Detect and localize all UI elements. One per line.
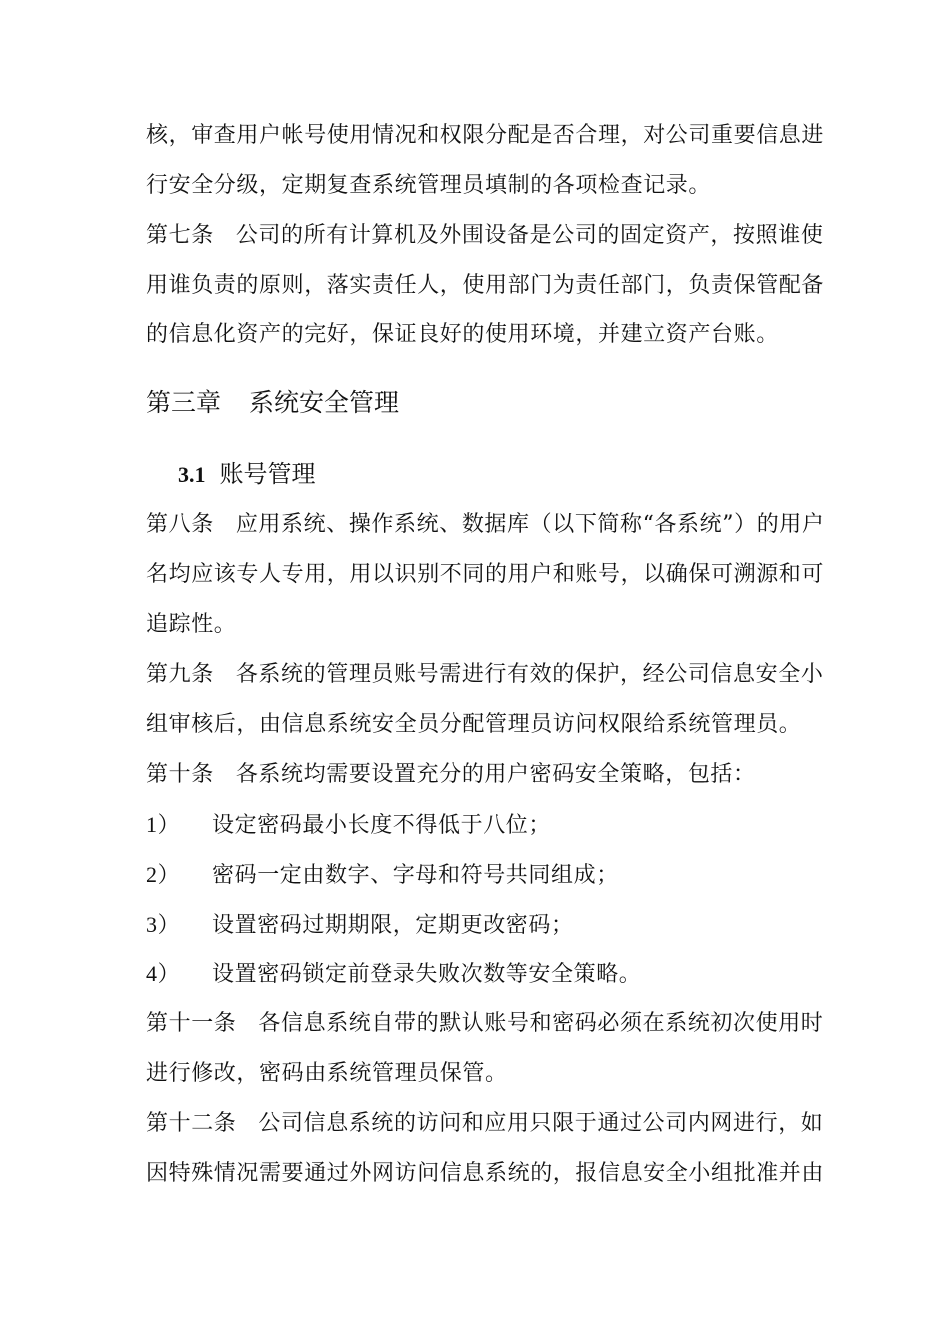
chapter-title: 系统安全管理 (249, 388, 400, 417)
section-number: 3.1 (178, 462, 206, 487)
paragraph-line: 组审核后，由信息系统安全员分配管理员访问权限给系统管理员。 (146, 712, 802, 737)
list-item (146, 961, 641, 988)
article-11-line-1 (146, 1011, 823, 1037)
article-12-label: 第十二条 (146, 1111, 237, 1136)
article-10-line-1 (146, 762, 756, 788)
article-12-text: 公司信息系统的访问和应用只限于通过公司内网进行，如 (258, 1111, 824, 1136)
article-11-text: 各信息系统自带的默认账号和密码必须在系统初次使用时 (258, 1011, 824, 1036)
list-item-text: 设置密码过期期限，定期更改密码； (212, 913, 574, 938)
article-8-label: 第八条 (146, 512, 214, 537)
article-9-label: 第九条 (146, 662, 214, 687)
list-item (146, 862, 619, 889)
paragraph-line: 核，审查用户帐号使用情况和权限分配是否合理，对公司重要信息进 (146, 123, 825, 148)
article-9-line-1 (146, 662, 823, 688)
article-8-line-1 (146, 512, 825, 538)
paragraph-line: 追踪性。 (146, 612, 237, 637)
list-item (146, 912, 574, 939)
list-item-text: 设定密码最小长度不得低于八位； (212, 813, 552, 838)
article-10-label: 第十条 (146, 762, 214, 787)
list-item-text: 设置密码锁定前登录失败次数等安全策略。 (212, 962, 642, 987)
article-12-line-1 (146, 1111, 823, 1137)
article-7-text: 公司的所有计算机及外围设备是公司的固定资产，按照谁使 (235, 223, 824, 248)
list-item (146, 812, 551, 839)
list-item-number: 4） (146, 961, 181, 986)
list-item-text: 密码一定由数字、字母和符号共同组成； (212, 863, 619, 888)
paragraph-line: 用谁负责的原则，落实责任人，使用部门为责任部门，负责保管配备 (146, 273, 825, 298)
list-item-number: 3） (146, 912, 181, 937)
section-heading (178, 459, 316, 490)
article-9-text: 各系统的管理员账号需进行有效的保护，经公司信息安全小 (235, 662, 824, 687)
list-item-number: 2） (146, 862, 181, 887)
section-title: 账号管理 (219, 460, 316, 488)
article-11-label: 第十一条 (146, 1011, 237, 1036)
chapter-heading (146, 388, 399, 418)
paragraph-line: 名均应该专人专用，用以识别不同的用户和账号，以确保可溯源和可 (146, 562, 825, 587)
article-7-label: 第七条 (146, 223, 214, 248)
paragraph-line: 的信息化资产的完好，保证良好的使用环境，并建立资产台账。 (146, 322, 779, 347)
list-item-number: 1） (146, 812, 181, 837)
chapter-label: 第三章 (146, 388, 222, 417)
paragraph-line: 行安全分级，定期复查系统管理员填制的各项检查记录。 (146, 173, 712, 198)
paragraph-line: 因特殊情况需要通过外网访问信息系统的，报信息安全小组批准并由 (146, 1161, 825, 1186)
paragraph-line: 进行修改，密码由系统管理员保管。 (146, 1061, 508, 1086)
article-10-text: 各系统均需要设置充分的用户密码安全策略，包括： (235, 762, 756, 787)
article-8-text: 应用系统、操作系统、数据库（以下简称“各系统”）的用户 (235, 512, 825, 537)
article-7-line-1 (146, 223, 823, 249)
